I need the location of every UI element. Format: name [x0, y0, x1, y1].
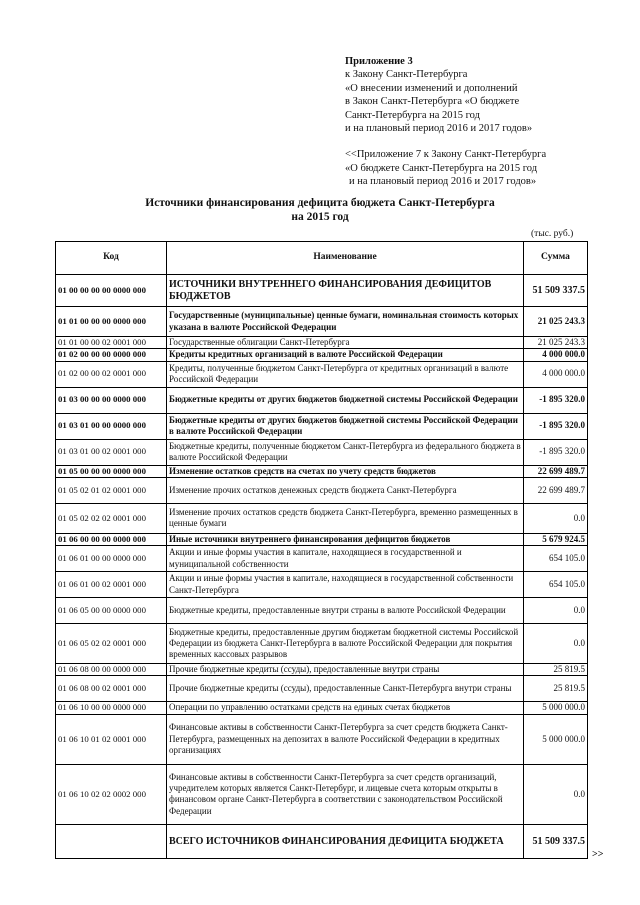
row-code: 01 06 10 00 00 0000 000	[56, 702, 167, 714]
row-sum: 0.0	[524, 503, 588, 533]
row-code: 01 06 05 02 02 0001 000	[56, 624, 167, 664]
row-sum: 5 000 000.0	[524, 702, 588, 714]
row-sum: 51 509 337.5	[524, 824, 588, 858]
row-sum: 0.0	[524, 598, 588, 624]
header-line: и на плановый период 2016 и 2017 годов»	[345, 123, 533, 135]
header-line: Санкт-Петербурга на 2015 год	[345, 109, 480, 121]
table-row	[56, 275, 588, 307]
row-code: 01 03 01 00 00 0000 000	[56, 413, 167, 439]
table-row	[56, 824, 588, 858]
row-name: Прочие бюджетные кредиты (ссуды), предоставленные внутри страны	[167, 664, 524, 676]
table-row	[56, 533, 588, 545]
row-sum: 654 105.0	[524, 572, 588, 598]
table-row	[56, 465, 588, 477]
table-row	[56, 598, 588, 624]
row-sum: 51 509 337.5	[524, 275, 588, 307]
title-line-1: Источники финансирования дефицита бюджета Санкт-Петербурга	[145, 197, 495, 209]
column-header-sum: Сумма	[524, 242, 588, 275]
row-sum: 0.0	[524, 764, 588, 824]
row-name: Бюджетные кредиты, предоставленные другим бюджетам бюджетной системы Российской Федерации из бюджета Санкт-Петербурга в валюте Российской Федерации для покрытия временных кассовых разрывов	[167, 624, 524, 664]
table-row	[56, 714, 588, 764]
table-row	[56, 503, 588, 533]
row-code: 01 00 00 00 00 0000 000	[56, 275, 167, 307]
row-sum: 0.0	[524, 624, 588, 664]
document-title	[40, 196, 600, 224]
appendix-header	[345, 55, 546, 189]
row-name: Финансовые активы в собственности Санкт-Петербурга за счет средств организаций, учредителем которых является Санкт-Петербург, и лицевые счета которым открыты в финансовом органе Санкт-Петербурга в соответствии с законодательством Российской Федерации	[167, 764, 524, 824]
row-name: Финансовые активы в собственности Санкт-Петербурга за счет средств бюджета Санкт-Петербурга, размещенных на депозитах в валюте Российской Федерации в кредитных организациях	[167, 714, 524, 764]
row-code: 01 01 00 00 02 0001 000	[56, 337, 167, 349]
row-sum: 21 025 243.3	[524, 307, 588, 337]
row-code: 01 03 01 00 02 0001 000	[56, 439, 167, 465]
table-row	[56, 413, 588, 439]
row-name: Акции и иные формы участия в капитале, находящиеся в государственной собственности Санкт-Петербурга	[167, 572, 524, 598]
row-sum: 5 000 000.0	[524, 714, 588, 764]
table-row	[56, 337, 588, 349]
closing-quote-mark: >>	[592, 849, 604, 860]
table-row	[56, 361, 588, 387]
header-line: в Закон Санкт-Петербурга «О бюджете	[345, 96, 520, 108]
row-name: Изменение остатков средств на счетах по учету средств бюджетов	[167, 465, 524, 477]
row-name: Изменение прочих остатков денежных средств бюджета Санкт-Петербурга	[167, 477, 524, 503]
header-sub-line: и на плановый период 2016 и 2017 годов»	[349, 176, 537, 188]
row-code: 01 06 01 00 02 0001 000	[56, 572, 167, 598]
row-code: 01 05 00 00 00 0000 000	[56, 465, 167, 477]
financing-sources-table	[55, 241, 588, 859]
table-row	[56, 764, 588, 824]
column-header-name: Наименование	[167, 242, 524, 275]
table-row	[56, 439, 588, 465]
row-name: Бюджетные кредиты, полученные бюджетом Санкт-Петербурга из федерального бюджета в валюте Российской Федерации	[167, 439, 524, 465]
row-code: 01 05 02 02 02 0001 000	[56, 503, 167, 533]
header-sub-line: «О бюджете Санкт-Петербурга на 2015 год	[345, 162, 538, 174]
row-code: 01 06 05 00 00 0000 000	[56, 598, 167, 624]
row-code: 01 06 10 02 02 0002 000	[56, 764, 167, 824]
row-code: 01 02 00 00 02 0001 000	[56, 361, 167, 387]
header-sub-line: <<Приложение 7 к Закону Санкт-Петербурга	[345, 149, 547, 161]
row-name: Государственные (муниципальные) ценные бумаги, номинальная стоимость которых указана в валюте Российской Федерации	[167, 307, 524, 337]
row-sum: 21 025 243.3	[524, 337, 588, 349]
row-name: Иные источники внутреннего финансирования дефицитов бюджетов	[167, 533, 524, 545]
row-sum: -1 895 320.0	[524, 439, 588, 465]
row-code: 01 06 01 00 00 0000 000	[56, 546, 167, 572]
table-row	[56, 546, 588, 572]
row-sum: 25 819.5	[524, 676, 588, 702]
table-header-row	[56, 242, 588, 275]
row-sum: 22 699 489.7	[524, 465, 588, 477]
row-sum: -1 895 320.0	[524, 387, 588, 413]
header-line: к Закону Санкт-Петербурга	[345, 69, 468, 81]
units-label: (тыс. руб.)	[531, 229, 574, 239]
title-line-2: на 2015 год	[291, 211, 349, 223]
row-code: 01 03 00 00 00 0000 000	[56, 387, 167, 413]
appendix-number: Приложение 3	[345, 56, 413, 67]
row-name: ВСЕГО ИСТОЧНИКОВ ФИНАНСИРОВАНИЯ ДЕФИЦИТА БЮДЖЕТА	[167, 824, 524, 858]
row-code: 01 02 00 00 00 0000 000	[56, 349, 167, 361]
table-row	[56, 664, 588, 676]
row-sum: 4 000 000.0	[524, 361, 588, 387]
row-name: Операции по управлению остатками средств на единых счетах бюджетов	[167, 702, 524, 714]
row-sum: 22 699 489.7	[524, 477, 588, 503]
row-sum: 654 105.0	[524, 546, 588, 572]
row-sum: -1 895 320.0	[524, 413, 588, 439]
row-sum: 4 000 000.0	[524, 349, 588, 361]
row-name: Кредиты кредитных организаций в валюте Российской Федерации	[167, 349, 524, 361]
row-name: Бюджетные кредиты от других бюджетов бюджетной системы Российской Федерации	[167, 387, 524, 413]
table-row	[56, 624, 588, 664]
row-name: Прочие бюджетные кредиты (ссуды), предоставленные Санкт-Петербурга внутри страны	[167, 676, 524, 702]
row-code: 01 01 00 00 00 0000 000	[56, 307, 167, 337]
table-row	[56, 387, 588, 413]
table-row	[56, 477, 588, 503]
row-code: 01 06 00 00 00 0000 000	[56, 533, 167, 545]
row-name: Бюджетные кредиты, предоставленные внутри страны в валюте Российской Федерации	[167, 598, 524, 624]
header-line: «О внесении изменений и дополнений	[345, 82, 518, 94]
row-code	[56, 824, 167, 858]
row-name: Кредиты, полученные бюджетом Санкт-Петербурга от кредитных организаций в валюте Российской Федерации	[167, 361, 524, 387]
row-code: 01 06 08 00 00 0000 000	[56, 664, 167, 676]
column-header-code: Код	[56, 242, 167, 275]
table-row	[56, 676, 588, 702]
row-sum: 5 679 924.5	[524, 533, 588, 545]
row-name: Акции и иные формы участия в капитале, находящиеся в государственной и муниципальной собственности	[167, 546, 524, 572]
table-row	[56, 307, 588, 337]
row-code: 01 06 08 00 02 0001 000	[56, 676, 167, 702]
row-code: 01 06 10 01 02 0001 000	[56, 714, 167, 764]
row-sum: 25 819.5	[524, 664, 588, 676]
row-code: 01 05 02 01 02 0001 000	[56, 477, 167, 503]
table-row	[56, 349, 588, 361]
row-name: ИСТОЧНИКИ ВНУТРЕННЕГО ФИНАНСИРОВАНИЯ ДЕФИЦИТОВ БЮДЖЕТОВ	[167, 275, 524, 307]
row-name: Государственные облигации Санкт-Петербурга	[167, 337, 524, 349]
row-name: Бюджетные кредиты от других бюджетов бюджетной системы Российской Федерации в валюте Российской Федерации	[167, 413, 524, 439]
row-name: Изменение прочих остатков средств бюджета Санкт-Петербурга, временно размещенных в ценные бумаги	[167, 503, 524, 533]
table-row	[56, 572, 588, 598]
table-row	[56, 702, 588, 714]
